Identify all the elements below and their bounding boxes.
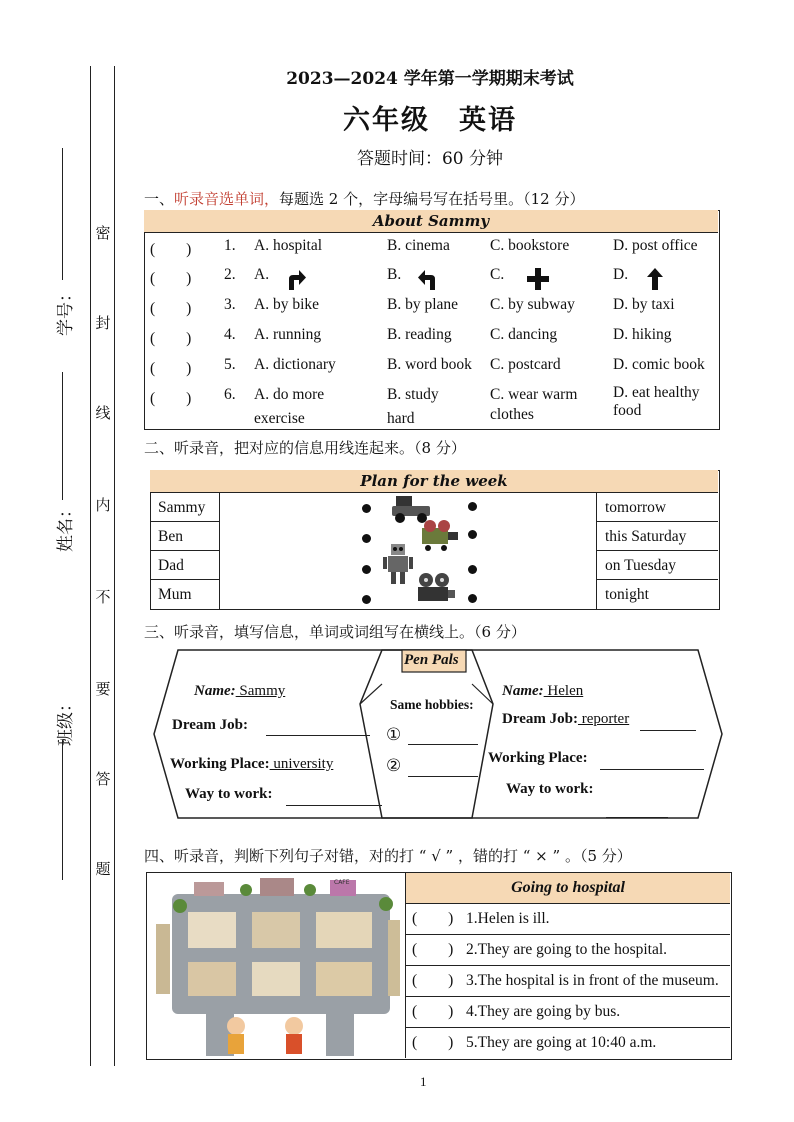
option-a: A. hospital (254, 237, 323, 254)
option-b: B. reading (387, 326, 452, 343)
hobby-blank-2[interactable] (408, 776, 478, 777)
answer-paren[interactable]: ( ) (150, 270, 192, 287)
name-label: Name: (502, 683, 544, 699)
seal-char-4: 内 (95, 496, 111, 514)
dream-job-label: Dream Job: (502, 711, 578, 727)
option-b: B. word book (387, 356, 472, 373)
option-b-line1: B. study (387, 386, 439, 403)
sammy-dream-job-label: Dream Job: (172, 717, 248, 733)
pen-pals-title: Pen Pals (404, 652, 459, 668)
exam-time: 答题时间：60 分钟 (356, 149, 504, 169)
statement-text: 4.They are going by bus. (466, 1003, 621, 1020)
map-cafe-sign: CAFE (334, 879, 350, 886)
option-a: A. dictionary (254, 356, 336, 373)
person-cell-ben: Ben (150, 522, 220, 551)
section1-heading (144, 188, 584, 209)
option-c: C. bookstore (490, 237, 570, 254)
section1-table-title: About Sammy (144, 210, 718, 233)
judgement-paren[interactable]: ( ) (412, 1034, 454, 1051)
statement-text: 1.Helen is ill. (466, 910, 550, 927)
seal-char-2: 封 (95, 314, 111, 332)
robot-icon (382, 542, 414, 590)
judgement-row-2 (405, 935, 730, 966)
time-cell-on-tuesday: on Tuesday (596, 551, 718, 580)
option-c: C. postcard (490, 356, 561, 373)
sammy-working-place-value: university (269, 756, 334, 772)
option-a-line2: exercise (254, 410, 305, 427)
section2-table-title: Plan for the week (150, 470, 718, 493)
seal-char-7: 答 (95, 770, 111, 788)
judgement-paren[interactable]: ( ) (412, 910, 454, 927)
helen-dream-job-underline (640, 730, 696, 731)
option-a: A. by bike (254, 296, 320, 313)
option-a-line1: A. do more (254, 386, 325, 403)
match-dot-right-4[interactable] (468, 594, 477, 603)
class-label: 班级： (56, 695, 76, 746)
student-no-label: 学号： (56, 285, 76, 336)
section3-heading: 三、听录音，填写信息，单词或词组写在横线上。（6 分） (144, 623, 526, 641)
option-d: D. (613, 266, 629, 283)
sammy-way-to-work-label: Way to work: (185, 786, 273, 802)
town-map-illustration (150, 876, 402, 1056)
section1-number: 一、 (144, 190, 175, 208)
seal-char-5: 不 (95, 588, 111, 606)
time-cell-tomorrow: tomorrow (596, 493, 718, 522)
binding-line-inner (114, 66, 115, 1066)
judgement-paren[interactable]: ( ) (412, 1003, 454, 1020)
option-c: C. dancing (490, 326, 558, 343)
question-number: 6. (224, 386, 236, 403)
page-number: 1 (420, 1074, 427, 1089)
name-line (62, 372, 63, 500)
option-b: B. by plane (387, 296, 459, 313)
sammy-working-place-row (170, 756, 333, 773)
name-label: Name: (194, 683, 236, 699)
option-d-line1: D. eat healthy (613, 384, 700, 401)
seal-char-1: 密 (95, 224, 111, 242)
option-a: A. (254, 266, 270, 283)
match-dot-left-1[interactable] (362, 504, 371, 513)
judgement-row-1 (405, 904, 730, 935)
section4-heading: 四、听录音，判断下列句子对错，对的打 “ √ ” ，错的打 “ × ” 。（5 分） (144, 847, 632, 865)
question-number: 2. (224, 266, 236, 283)
helen-name-value: Helen (543, 683, 584, 699)
turn-right-arrow-icon (284, 268, 308, 295)
same-hobbies-label: Same hobbies: (390, 697, 474, 712)
student-no-line (62, 148, 63, 280)
person-cell-sammy: Sammy (150, 493, 220, 522)
helen-way-to-work-label: Way to work: (506, 781, 594, 797)
option-d: D. hiking (613, 326, 672, 343)
question-number: 5. (224, 356, 236, 373)
class-line (62, 740, 63, 880)
turn-left-arrow-icon (416, 268, 440, 295)
helen-working-place-label: Working Place: (488, 750, 588, 766)
crossroad-plus-icon (526, 267, 550, 296)
question-number: 3. (224, 296, 236, 313)
hobby-number-1: ① (386, 725, 402, 745)
exam-subject-title: 六年级 英语 (343, 105, 517, 136)
seal-char-6: 要 (95, 680, 111, 698)
question-number: 4. (224, 326, 236, 343)
section4-table-title: Going to hospital (405, 873, 730, 904)
judgement-row-3 (405, 966, 730, 997)
option-d: D. by taxi (613, 296, 675, 313)
option-c-line2: clothes (490, 406, 534, 423)
working-place-label: Working Place: (170, 756, 270, 772)
section2-heading: 二、听录音，把对应的信息用线连起来。（8 分） (144, 439, 466, 457)
seal-char-8: 题 (95, 860, 111, 878)
option-d: D. post office (613, 237, 698, 254)
option-c: C. (490, 266, 505, 283)
match-dot-left-4[interactable] (362, 595, 371, 604)
helen-name-row (502, 683, 583, 700)
option-d: D. comic book (613, 356, 705, 373)
section1-instruction: 每题选 2 个，字母编号写在括号里。（12 分） (279, 190, 585, 208)
match-dot-left-3[interactable] (362, 565, 371, 574)
hobby-number-2: ② (386, 756, 402, 776)
helen-dream-job-value: reporter (577, 711, 630, 727)
answer-paren[interactable]: ( ) (150, 241, 192, 258)
match-dot-left-2[interactable] (362, 534, 371, 543)
option-b: B. cinema (387, 237, 450, 254)
statement-text: 3.The hospital is in front of the museum. (466, 972, 719, 989)
sammy-name-value: Sammy (235, 683, 286, 699)
section1-instruction-red: 听录音选单词， (174, 190, 280, 208)
answer-paren[interactable]: ( ) (150, 360, 192, 377)
option-a: A. running (254, 326, 322, 343)
film-projector-icon (414, 572, 456, 610)
option-d-line2: food (613, 402, 642, 419)
sammy-dream-job-blank[interactable] (266, 735, 370, 736)
binding-line-outer (90, 66, 91, 1066)
person-cell-dad: Dad (150, 551, 220, 580)
helen-working-place-blank[interactable] (600, 769, 704, 770)
question-number: 1. (224, 237, 236, 254)
match-dot-right-3[interactable] (468, 565, 477, 574)
time-cell-tonight: tonight (596, 580, 718, 609)
sammy-way-to-work-blank[interactable] (286, 805, 382, 806)
match-dot-right-2[interactable] (468, 530, 477, 539)
answer-paren[interactable]: ( ) (150, 330, 192, 347)
option-c: C. by subway (490, 296, 575, 313)
judgement-paren[interactable]: ( ) (412, 972, 454, 989)
sammy-name-row (194, 683, 285, 700)
seal-char-3: 线 (95, 404, 111, 422)
option-b-line2: hard (387, 410, 415, 427)
person-cell-mum: Mum (150, 580, 220, 609)
exam-term-title: 2023—2024 学年第一学期期末考试 (286, 69, 574, 89)
judgement-row-4 (405, 997, 730, 1028)
option-c-line1: C. wear warm (490, 386, 578, 403)
helen-dream-job-row (502, 711, 629, 728)
hobby-blank-1[interactable] (408, 744, 478, 745)
statement-text: 5.They are going at 10:40 a.m. (466, 1034, 657, 1051)
answer-paren[interactable]: ( ) (150, 390, 192, 407)
movie-camera-toy-icon (418, 520, 460, 556)
answer-paren[interactable]: ( ) (150, 300, 192, 317)
name-label: 姓名： (56, 501, 76, 552)
judgement-paren[interactable]: ( ) (412, 941, 454, 958)
option-b: B. (387, 266, 402, 283)
helen-way-to-work-blank[interactable] (606, 817, 668, 818)
statement-text: 2.They are going to the hospital. (466, 941, 668, 958)
go-straight-arrow-icon (646, 267, 664, 296)
time-cell-this-saturday: this Saturday (596, 522, 718, 551)
match-dot-right-1[interactable] (468, 502, 477, 511)
judgement-row-5 (405, 1028, 730, 1058)
